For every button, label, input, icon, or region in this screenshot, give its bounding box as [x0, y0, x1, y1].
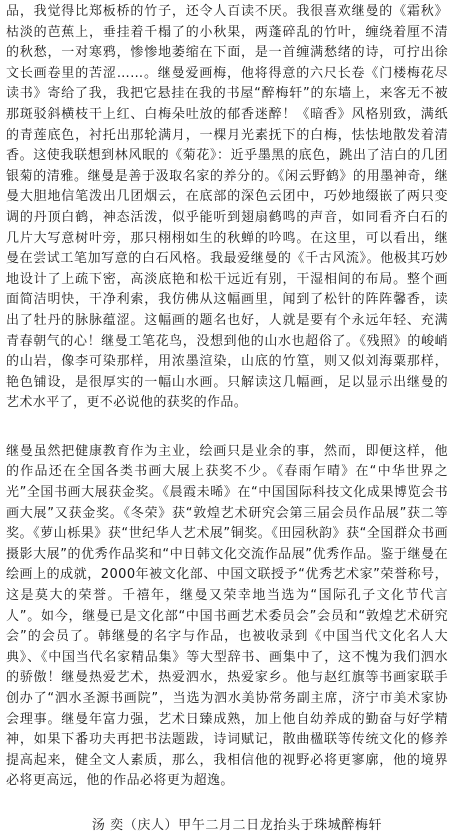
article-paragraph-1: 品，我觉得比郑板桥的竹子，还令人百读不厌。我很喜欢继曼的《霜秋》枯淡的芭蕉上，垂挂着千榻了的小秋果，两蓬碎乱的竹叶，缠绕着厘不清的秋愁，一对寒鸦，惨惨地萎缩在下面，是一首缠满愁绪的诗，可拧出徐文长画卷里的苦涩……。继曼爱画梅，他将得意的六尺长卷《门楼梅花尽读书》寄给了我，我把它悬挂在我的书屋“醉梅轩”的东墙上，来客无不被那斑驳斜横枝干上红、白梅朵吐放的郁香迷醉！《暗香》风格别致，满纸的青莲底色，衬托出那轮满月，一棵月光素抚下的白梅，怯怯地散发着清香。这使我联想到林风眠的《菊花》：近乎墨黑的底色，跳出了洁白的几团银菊的清雅。继曼是善于汲取名家的养分的。《闲云野鹤》的用墨神奇，继曼大胆地信笔泼出几团烟云，在底部的深色云团中，巧妙地缀嵌了两只变调的丹顶白鹤，神态活泼，似乎能听到翅扇鹤鸣的声音，如同看齐白石的几片大写意树叶旁，那只栩栩如生的秋蝉的吟鸣。在这里，可以看出，继曼在尝试工笔加写意的白石风格。我最爱继曼的《千古风流》。他极其巧妙地设计了上疏下密，高淡底艳和松干远近有别，干湿相间的布局。整个画面简洁明快，干净利索，我仿佛从这幅画里，闻到了松针的阵阵馨香，读出了牡丹的脉脉蕴涩。这幅画的题名也好，人就是要有个永远年轻、充满青春朝气的心！继曼工笔花鸟，没想到他的山水也超俗了。《残照》的峻峭的山岩，像李可染那样，用浓墨渲染，山底的竹篁，则又似刘海粟那样，艳色铺设，是很厚实的一幅山水画。只解读这几幅画，足以显示出继曼的艺术水平了，更不必说他的获奖的作品。 — [6, 4, 448, 411]
article-paragraph-2: 继曼虽然把健康教育作为主业，绘画只是业余的事，然而，即便这样，他的作品还在全国各类书画大展上获奖不少。《春雨乍晴》在“中华世界之光”全国书画大展获金奖。《晨霞未晞》在“中国国际科技文化成果博览会书画大展”又获金奖。《冬荣》获“敦煌艺术研究会第三届会员作品展”获二等奖。《萝山栎果》获“世纪华人艺术展”铜奖。《田园秋韵》获“全国群众书画摄影大展”的优秀作品奖和“中日韩文化交流作品展”优秀作品。鉴于继曼在绘画上的成就，2000年被文化部、中国文联授予“优秀艺术家”荣誉称号，这是莫大的荣誉。千禧年，继曼又荣幸地当选为“国际孔子文化节代言人”。如今，继曼已是文化部“中国书画艺术委员会”会员和“敦煌艺术研究会”的会员了。韩继曼的名字与作品，也被收录到《中国当代文化名人大典》、《中国当代名家精品集》等大型辞书、画集中了，这不愧为我们泗水的骄傲！继曼热爱艺术，热爱泗水，热爱家乡。他与赵红旗等书画家联手创办了“泗水圣源书画院”，当选为泗水美协常务副主席，济宁市美术家协会理事。继曼年富力强，艺术日臻成熟，加上他自幼养成的勤奋与好学精神，如果下番功夫再把书法题跋，诗词赋记，散曲楹联等传统文化的修养提高起来，健全文人素质，那么，我相信他的视野必将更寥廓，他的境界必将更高远，他的作品必将更为超逸。 — [6, 443, 448, 789]
paragraph-spacer — [6, 414, 448, 442]
author-signature: 汤 奕（庆人）甲午二月二日龙抬头于珠城醉梅轩 — [91, 817, 383, 833]
